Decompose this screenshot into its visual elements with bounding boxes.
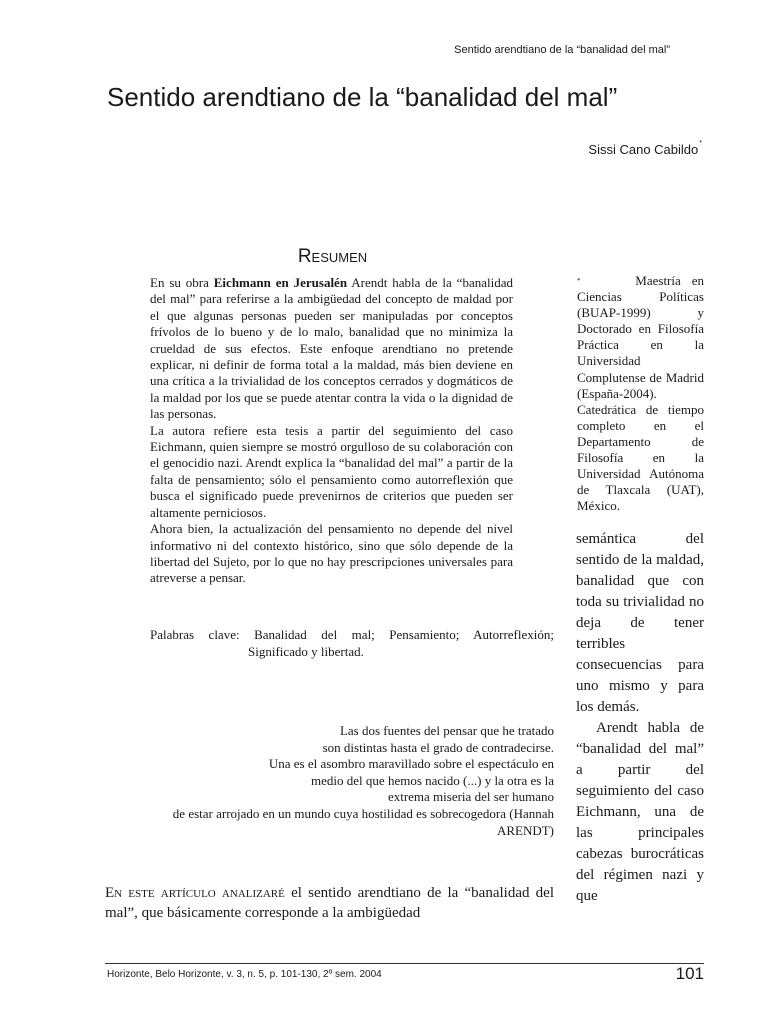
author-footnote-marker: * <box>699 140 702 147</box>
abstract-heading: Resumen <box>297 246 368 267</box>
opening-small-caps: En este artículo analizaré <box>105 885 285 901</box>
opening-text: el sentido arendtiano de la “banalidad del mal”, que básicamente corresponde a la ambigüedad <box>105 885 555 921</box>
abstract-body <box>150 275 513 587</box>
footnote-text: Maestría en Ciencias Políticas (BUAP-1999) y Doctorado en Filosofía Práctica en la Universidad Complutense de Madrid (España-2004). Catedrática de tiempo completo en el Departamento de Filosofía en la Universidad Autónoma de Tlaxcala (UAT), México. <box>577 273 704 514</box>
keywords-line-1: Palabras clave: Banalidad del mal; Pensamiento; Autorreflexión; <box>150 627 554 642</box>
epigraph-line: Las dos fuentes del pensar que he tratado <box>339 723 554 738</box>
article-title: Sentido arendtiano de la “banalidad del mal” <box>107 82 618 112</box>
epigraph-line: ARENDT) <box>496 822 554 838</box>
epigraph-line: son distintas hasta el grado de contradecirse. <box>322 739 554 755</box>
book-title: Eichmann en Jerusalén <box>213 275 348 290</box>
abstract-paragraph-2: La autora refiere esta tesis a partir del seguimiento del caso Eichmann, quien siempre se mostró orgulloso de su colaboración con el genocidio nazi. Arendt explica la “banalidad del mal” a partir de la falta de pensamiento; sólo el pensamiento como autorreflexión que busca el significado puede prevenirnos de criterios que pueden ser altamente perniciosos. <box>150 422 513 520</box>
page-number: 101 <box>675 964 704 983</box>
side-column-text <box>576 529 704 907</box>
side-paragraph-2: Arendt habla de “banalidad del mal” a partir del seguimiento del caso Eichmann, una de las principales cabezas burocráticas del régimen nazi y que <box>576 720 704 904</box>
epigraph-line: Una es el asombro maravillado sobre el espectáculo en <box>268 756 554 772</box>
footer-citation: Horizonte, Belo Horizonte, v. 3, n. 5, p. 101-130, 2º sem. 2004 <box>107 969 382 980</box>
abstract-p1-end: Arendt habla de la “banalidad del mal” para referirse a la ambigüedad del concepto de maldad por el que algunas personas pueden ser manipuladas por conceptos frívolos de lo bueno y de lo malo, banalidad que no minimiza la crueldad de sus efectos. Este enfoque arendtiano no pretende explicar, ni definir de forma total a la maldad, más bien deviene en una crítica a la trivialidad de los conceptos cerrados y dogmáticos de la maldad por los que se puede atentar contra la vida o la dignidad de las personas. <box>150 275 513 422</box>
opening-paragraph <box>105 883 554 923</box>
abstract-paragraph-3: Ahora bien, la actualización del pensamiento no depende del nivel informativo ni del contexto histórico, sino que sólo depende de la libertad del Sujeto, por lo que no hay prescripciones universales para atreverse a pensar. <box>150 521 513 586</box>
author-name: Sissi Cano Cabildo <box>588 142 699 157</box>
epigraph-line: extrema miseria del ser humano <box>387 789 554 805</box>
abstract-paragraph-1 <box>150 275 513 423</box>
epigraph-line: de estar arrojado en un mundo cuya hostilidad es sobrecogedora (Hannah <box>172 805 554 821</box>
running-head: Sentido arendtiano de la “banalidad del mal” <box>454 44 670 56</box>
abstract-p1-start: En su obra <box>150 275 214 290</box>
epigraph-line: medio del que hemos nacido (...) y la otra es la <box>311 772 554 788</box>
side-paragraph-1: semántica del sentido de la maldad, banalidad que con toda su trivialidad no deja de tener terribles consecuencias para uno mismo y para los demás. <box>576 531 704 715</box>
keywords <box>150 626 554 660</box>
keywords-line-2: Significado y libertad. <box>248 644 364 659</box>
footer-rule <box>105 963 704 964</box>
author-footnote <box>577 273 704 514</box>
epigraph <box>110 723 554 839</box>
footnote-marker: * <box>577 277 581 285</box>
author-line <box>588 142 702 157</box>
